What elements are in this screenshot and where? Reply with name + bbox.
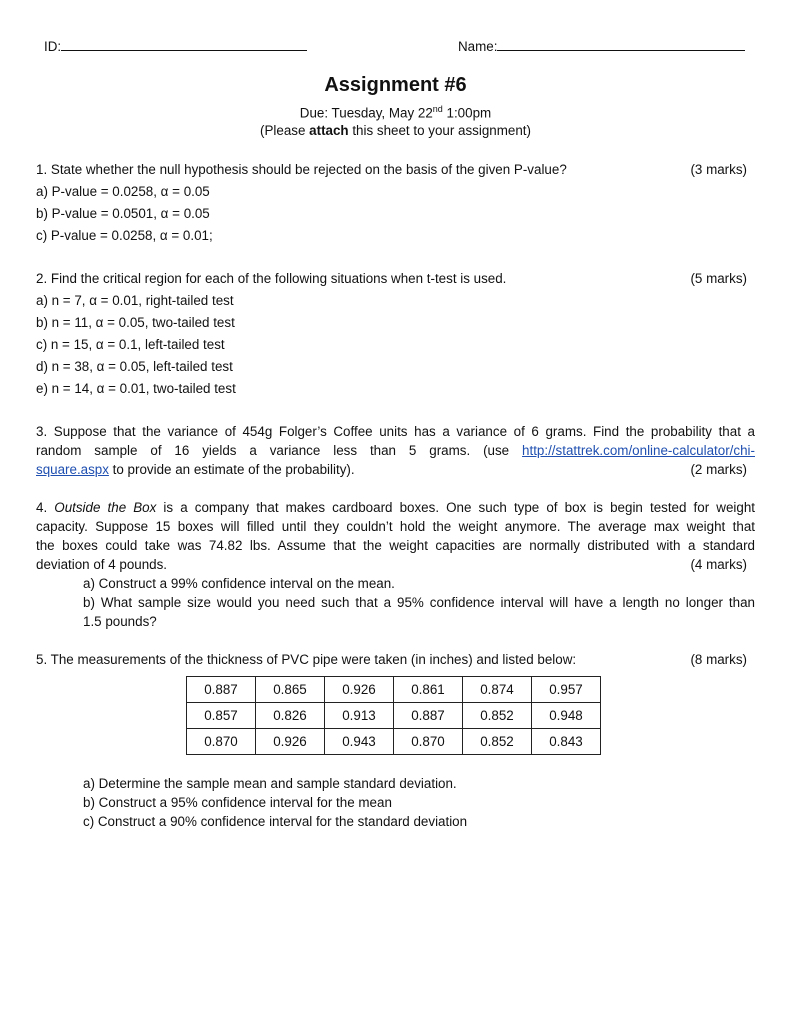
id-label: ID: [44,39,62,54]
due-date-suffix: nd [432,104,443,114]
q4-part-a: a) Construct a 99% confidence interval on the mean. [83,576,395,591]
q1-marks: (3 marks) [690,162,747,177]
q4-line4: deviation of 4 pounds. [36,557,168,572]
page-title: Assignment #6 [324,74,467,96]
table-cell: 0.887 [187,677,256,703]
q5-marks: (8 marks) [690,652,747,667]
table-cell: 0.957 [532,677,601,703]
table-cell: 0.870 [187,729,256,755]
q1-item-c: c) P-value = 0.0258, α = 0.01; [36,228,213,243]
id-blank-line[interactable] [61,38,307,51]
name-label: Name: [458,39,498,54]
name-blank-line[interactable] [497,38,745,51]
q1-text: 1. State whether the null hypothesis should be rejected on the basis of the given P-value? [36,162,567,177]
attach-note-prefix: (Please [260,123,310,138]
q4-line2: capacity. Suppose 15 boxes will filled until they couldn’t hold the weight anymore. The average max weight that [36,519,755,534]
name-field [458,38,745,56]
table-cell: 0.943 [325,729,394,755]
table-cell: 0.852 [463,729,532,755]
q3-line2-text: random sample of 16 yields a variance less than 5 grams. (use [36,443,510,458]
table-row [187,677,601,703]
q4-number: 4. [36,500,55,515]
q4-part-b-line2: 1.5 pounds? [83,614,157,629]
q3-line3-text: to provide an estimate of the probability). [108,462,355,477]
table-cell: 0.865 [256,677,325,703]
table-cell: 0.948 [532,703,601,729]
q2-item-b: b) n = 11, α = 0.05, two-tailed test [36,315,235,330]
q1-item-a: a) P-value = 0.0258, α = 0.05 [36,184,210,199]
q3-line2 [36,442,755,460]
attach-note [36,122,755,140]
id-field [44,38,307,56]
q5-text: 5. The measurements of the thickness of PVC pipe were taken (in inches) and listed below: [36,652,577,667]
q2-item-d: d) n = 38, α = 0.05, left-tailed test [36,359,233,374]
table-cell: 0.861 [394,677,463,703]
q5-part-c: c) Construct a 90% confidence interval for the standard deviation [83,814,468,829]
q2-item-c: c) n = 15, α = 0.1, left-tailed test [36,337,225,352]
attach-note-bold: attach [309,123,349,138]
q3-marks: (2 marks) [690,462,747,477]
due-date [36,100,755,122]
attach-note-suffix: this sheet to your assignment) [348,123,531,138]
table-cell: 0.926 [256,729,325,755]
q2-marks: (5 marks) [690,271,747,286]
table-cell: 0.874 [463,677,532,703]
chi-square-calculator-link[interactable]: http://stattrek.com/online-calculator/chi- [522,443,755,458]
table-row [187,703,601,729]
q4-line1-text: is a company that makes cardboard boxes. One such type of box is begin tested for weight [156,500,755,515]
table-cell: 0.913 [325,703,394,729]
due-date-time: 1:00pm [442,105,492,121]
table-cell: 0.826 [256,703,325,729]
pvc-thickness-table [186,676,601,755]
q3-line3 [36,461,355,479]
table-cell: 0.887 [394,703,463,729]
chi-square-calculator-link-cont[interactable]: square.aspx [36,462,109,477]
q3-line1: 3. Suppose that the variance of 454g Folger’s Coffee units has a variance of 6 grams. Find the probability that a [36,424,755,439]
q4-part-b-line1: b) What sample size would you need such that a 95% confidence interval will have a length no longer than [83,595,755,610]
q4-line3: the boxes could take was 74.82 lbs. Assume that the weight capacities are normally distributed with a standard [36,538,755,553]
table-cell: 0.852 [463,703,532,729]
q1-item-b: b) P-value = 0.0501, α = 0.05 [36,206,210,221]
q5-part-a: a) Determine the sample mean and sample standard deviation. [83,776,457,791]
table-cell: 0.843 [532,729,601,755]
assignment-page [36,0,756,1024]
q4-company-name: Outside the Box [54,500,157,515]
q5-part-b: b) Construct a 95% confidence interval for the mean [83,795,392,810]
table-cell: 0.926 [325,677,394,703]
q2-text: 2. Find the critical region for each of the following situations when t-test is used. [36,271,507,286]
q2-item-a: a) n = 7, α = 0.01, right-tailed test [36,293,234,308]
q2-item-e: e) n = 14, α = 0.01, two-tailed test [36,381,236,396]
table-row [187,729,601,755]
table-cell: 0.870 [394,729,463,755]
due-date-text: Due: Tuesday, May 22 [299,105,433,121]
q4-line1 [36,499,755,517]
table-cell: 0.857 [187,703,256,729]
q4-marks: (4 marks) [690,557,747,572]
